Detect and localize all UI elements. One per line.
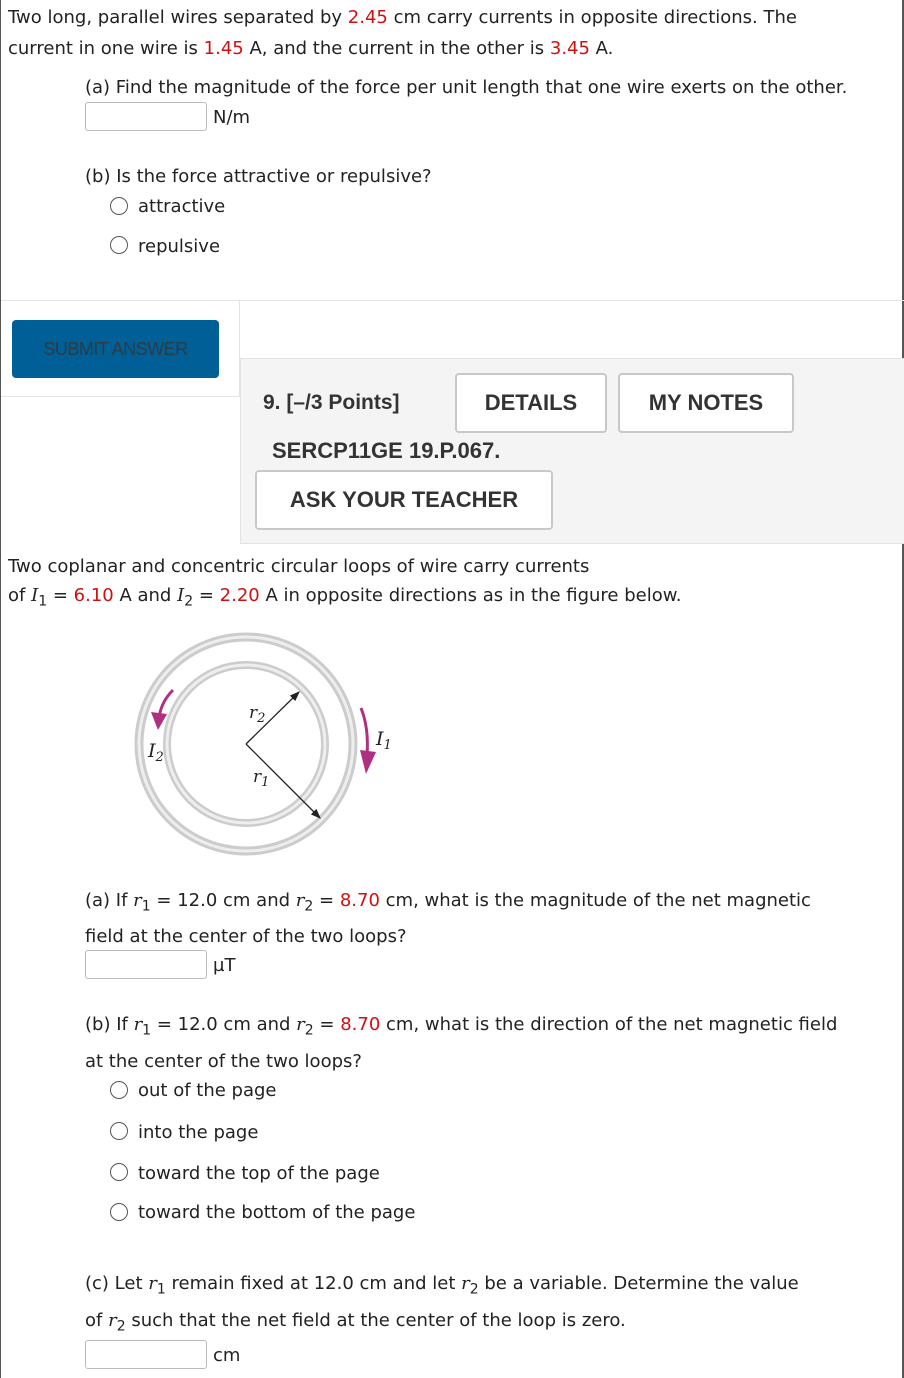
question-code: SERCP11GE 19.P.067. — [272, 438, 501, 463]
option-label: toward the top of the page — [138, 1163, 380, 1184]
option-label: attractive — [138, 196, 226, 217]
radio-repulsive[interactable] — [110, 236, 128, 254]
option-label: out of the page — [138, 1080, 277, 1101]
radio-into-page[interactable] — [110, 1122, 128, 1140]
q8-intro-line1: Two long, parallel wires separated by 2.45 cm carry currents in opposite directions. The — [8, 7, 797, 28]
ask-your-teacher-button[interactable]: ASK YOUR TEACHER — [255, 470, 553, 530]
q9-part-a-line2: field at the center of the two loops? — [85, 926, 407, 947]
q9-part-b-line1: (b) If $r_1 = 12.0$ cm and $r_2 = 8.70$ cm, what is the direction of the net magnetic field — [85, 1014, 838, 1039]
concentric-loops-figure — [121, 620, 421, 870]
q8-part-b: (b) Is the force attractive or repulsive? — [85, 166, 432, 187]
q9-part-c-line1: (c) Let $r_1$ remain fixed at 12.0 cm and let $r_2$ be a variable. Determine the value — [85, 1273, 799, 1298]
q8-intro-line2: current in one wire is 1.45 A, and the current in the other is 3.45 A. — [8, 38, 614, 59]
r2-answer-input[interactable] — [85, 1340, 207, 1369]
question-points: 9. [–/3 Points] — [263, 391, 400, 414]
my-notes-button[interactable]: MY NOTES — [618, 373, 794, 433]
radio-toward-bottom[interactable] — [110, 1203, 128, 1221]
r2-label: $r_2$ — [249, 703, 266, 726]
submit-answer-button[interactable]: SUBMIT ANSWER — [12, 320, 219, 378]
option-label: into the page — [138, 1122, 259, 1143]
field-magnitude-input[interactable] — [85, 950, 207, 979]
i1-arrow — [361, 708, 367, 755]
option-label: toward the bottom of the page — [138, 1202, 416, 1223]
unit-label: µT — [213, 955, 236, 976]
q8-part-a: (a) Find the magnitude of the force per unit length that one wire exerts on the other. — [85, 77, 848, 98]
i1-label: $I_1$ — [376, 728, 392, 753]
q9-part-a-line1: (a) If $r_1 = 12.0$ cm and $r_2 = 8.70$ cm, what is the magnitude of the net magnetic — [85, 890, 811, 915]
q9-part-b-line2: at the center of the two loops? — [85, 1051, 362, 1072]
q9-part-c-line2: of $r_2$ such that the net field at the center of the loop is zero. — [85, 1310, 626, 1335]
q9-intro-line1: Two coplanar and concentric circular loops of wire carry currents — [8, 556, 590, 577]
radio-toward-top[interactable] — [110, 1163, 128, 1181]
option-label: repulsive — [138, 236, 221, 257]
force-answer-input[interactable] — [85, 102, 207, 131]
i2-label: $I_2$ — [148, 740, 164, 765]
q9-intro-line2: of $I_1 = 6.10$ A and $I_2 = 2.20$ A in opposite directions as in the figure below. — [8, 585, 682, 610]
radio-attractive[interactable] — [110, 197, 128, 215]
radio-out-of-page[interactable] — [110, 1081, 128, 1099]
unit-label: cm — [213, 1345, 241, 1366]
r1-label: $r_1$ — [253, 767, 270, 790]
details-button[interactable]: DETAILS — [455, 373, 607, 433]
unit-label: N/m — [213, 107, 251, 128]
